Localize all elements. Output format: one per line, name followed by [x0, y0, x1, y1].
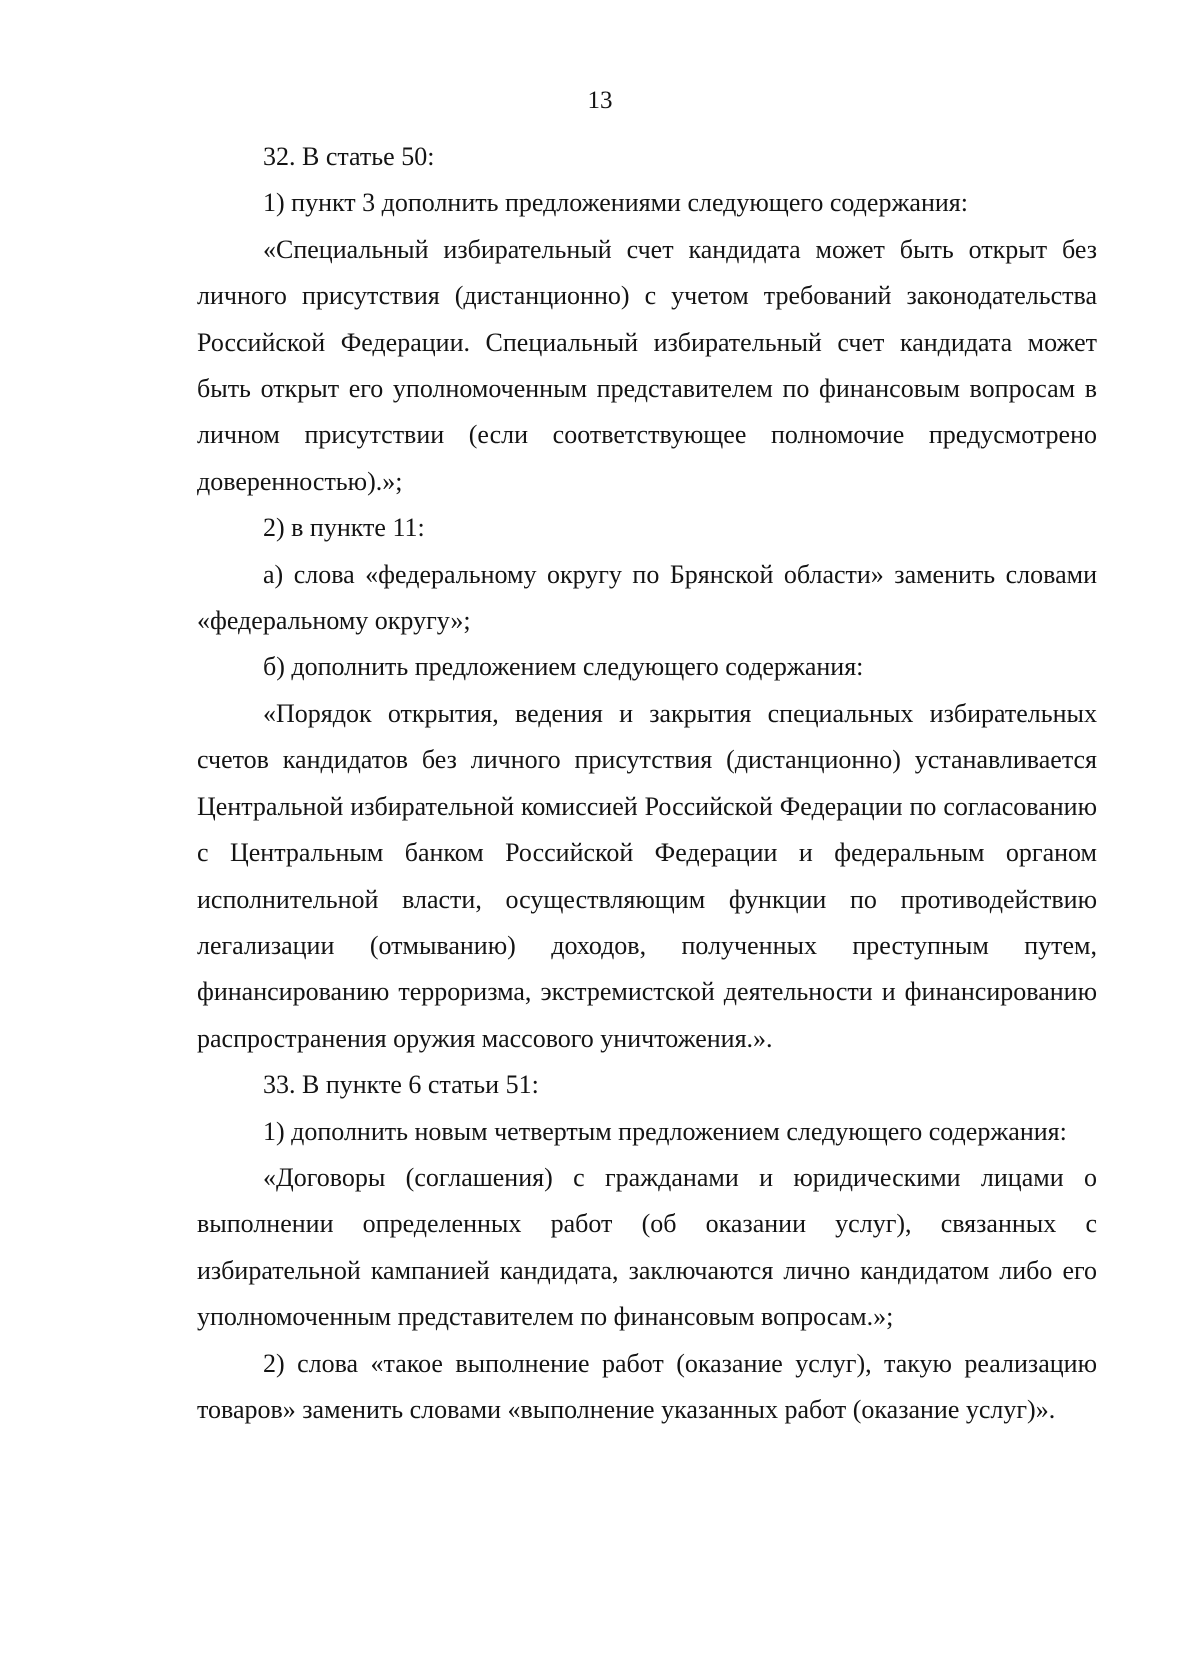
- item-1-section-33: 1) дополнить новым четвертым предложением следующего содержания:: [263, 1116, 1067, 1146]
- section-33-heading: 33. В пункте 6 статьи 51:: [263, 1070, 539, 1100]
- item-2-section-33: 2) слова «такое выполнение работ (оказание услуг), такую реализацию товаров» заменить словами «выполнение указанных работ (оказание услуг)».: [197, 1348, 1097, 1424]
- amendment-text-quote-3: «Договоры (соглашения) с гражданами и юридическими лицами о выполнении определенных работ (об оказании услуг), связанных с избирательной кампанией кандидата, заключаются лично кандидатом либо его уполномоченным представителем по финансовым вопросам.»;: [197, 1162, 1097, 1332]
- section-32-heading: 32. В статье 50:: [263, 142, 435, 171]
- document-body: [197, 134, 1097, 1433]
- amendment-text-quote-2: «Порядок открытия, ведения и закрытия специальных избирательных счетов кандидатов без личного присутствия (дистанционно) устанавливается Центральной избирательной комиссией Российской Федерации по согласованию с Центральным банком Российской Федерации и федеральным органом исполнительной власти, осуществляющим функции по противодействию легализации (отмыванию) доходов, полученных преступным путем, финансированию терроризма, экстремистской деятельности и финансированию распространения оружия массового уничтожения.».: [197, 698, 1097, 1053]
- item-1-intro: 1) пункт 3 дополнить предложениями следующего содержания:: [263, 188, 968, 218]
- page-number: 13: [587, 87, 613, 114]
- amendment-text-quote-1: «Специальный избирательный счет кандидата может быть открыт без личного присутствия (дистанционно) с учетом требований законодательства Российской Федерации. Специальный избирательный счет кандидата может быть открыт его уполномоченным представителем по финансовым вопросам в личном присутствии (если соответствующее полномочие предусмотрено доверенностью).»;: [197, 234, 1097, 496]
- subitem-b: б) дополнить предложением следующего содержания:: [263, 652, 864, 682]
- item-2-intro: 2) в пункте 11:: [263, 513, 425, 543]
- subitem-a: а) слова «федеральному округу по Брянской области» заменить словами «федеральному округу»;: [197, 559, 1097, 636]
